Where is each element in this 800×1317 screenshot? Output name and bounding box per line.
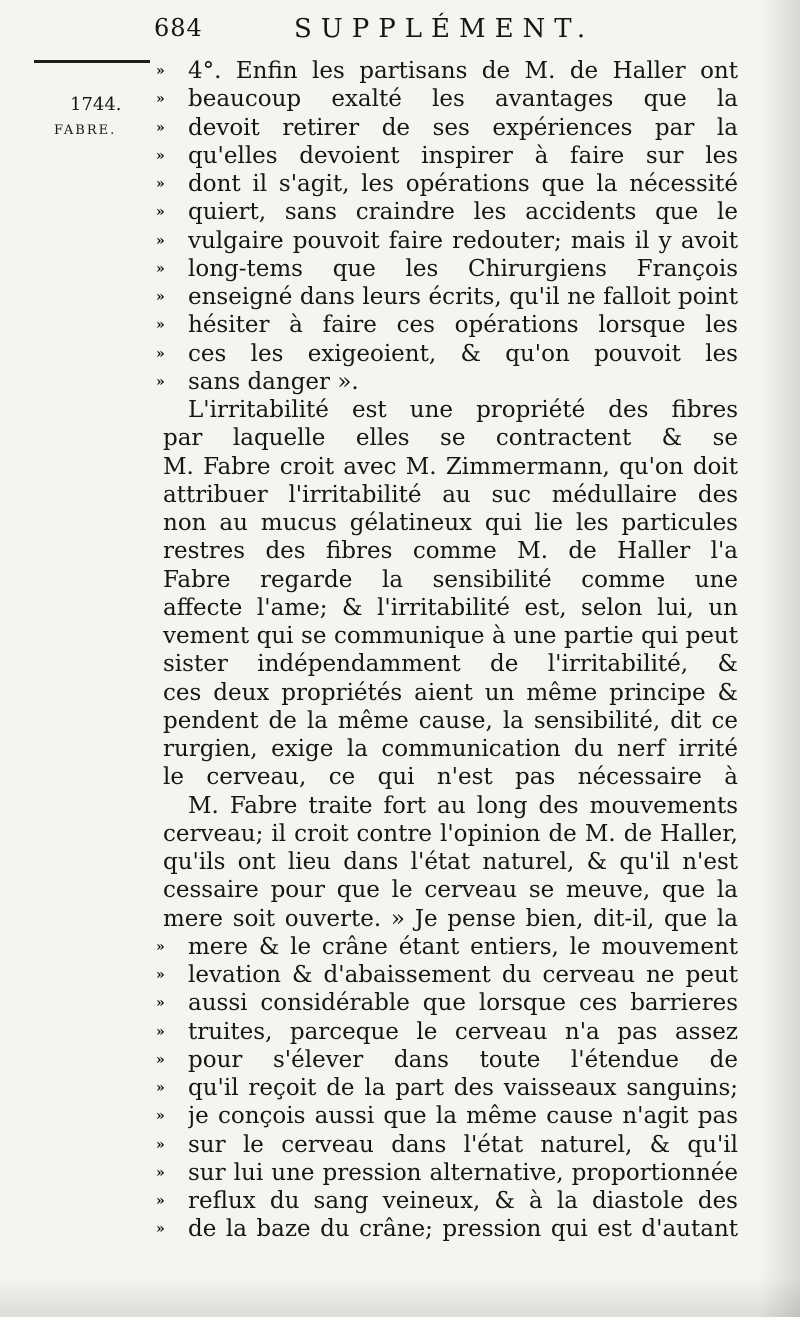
text-line-content: le cerveau, ce qui n'est pas nécessaire à [163, 764, 738, 791]
text-line [0, 650, 800, 678]
text-line [0, 396, 800, 424]
text-line [0, 1046, 800, 1074]
body-text [0, 57, 800, 1244]
text-line [0, 368, 800, 396]
text-line [0, 566, 800, 594]
text-line [0, 170, 800, 198]
text-line-content: long-tems que les Chirurgiens François [188, 255, 738, 282]
quotation-mark: » [156, 289, 165, 305]
quotation-mark: » [156, 232, 165, 249]
text-line [0, 989, 800, 1017]
text-line [0, 594, 800, 622]
text-line-content: sur lui une pression alternative, proportionnée [188, 1159, 738, 1186]
text-line [0, 283, 800, 311]
text-line [0, 227, 800, 255]
quotation-mark: » [156, 63, 165, 79]
text-line [0, 340, 800, 368]
text-line-content: M. Fabre traite fort au long des mouvements [188, 792, 738, 819]
text-line [0, 679, 800, 707]
text-line-content: cerveau; il croit contre l'opinion de M. de Haller, [163, 820, 738, 847]
text-line-content: quiert, sans craindre les accidents que le [188, 199, 738, 226]
text-line [0, 1074, 800, 1102]
text-line-content: attribuer l'irritabilité au suc médullaire des [163, 481, 738, 508]
text-line-content: vulgaire pouvoit faire redouter; mais il y avoit [188, 227, 738, 254]
text-line [0, 1159, 800, 1187]
text-line-content: rurgien, exige la communication du nerf irrité [163, 736, 738, 762]
text-line [0, 1131, 800, 1159]
quotation-mark: » [156, 147, 165, 164]
text-line-content: vement qui se communique à une partie qui peut [163, 623, 738, 649]
text-line [0, 481, 800, 509]
text-line-content: ces deux propriétés aient un même principe & [163, 679, 738, 706]
quotation-mark: » [156, 373, 165, 390]
quotation-mark: » [156, 1051, 165, 1068]
text-line-content: restres des fibres comme M. de Haller l'a [163, 538, 738, 565]
text-line-content: 4°. Enfin les partisans de M. de Haller ont [188, 58, 738, 84]
quotation-mark: » [156, 119, 165, 136]
text-line [0, 876, 800, 904]
text-line [0, 453, 800, 481]
quotation-mark: » [156, 1136, 165, 1153]
page-bottom-shadow [0, 1277, 800, 1317]
text-line-content: pendent de la même cause, la sensibilité, dit ce [163, 707, 738, 734]
quotation-mark: » [156, 204, 165, 221]
text-line [0, 848, 800, 876]
text-line [0, 311, 800, 339]
text-line [0, 142, 800, 170]
quotation-mark: » [156, 91, 165, 108]
quotation-mark: » [156, 938, 165, 955]
text-line-content: Fabre regarde la sensibilité comme une [163, 566, 738, 593]
text-line-content: mere soit ouverte. » Je pense bien, dit-il, que la [163, 905, 738, 932]
quotation-mark: » [156, 967, 165, 983]
text-line-content: qu'il reçoit de la part des vaisseaux sanguins; [188, 1075, 738, 1101]
text-line-content: qu'elles devoient inspirer à faire sur les [188, 142, 738, 169]
text-line [0, 114, 800, 142]
text-line-content: enseigné dans leurs écrits, qu'il ne falloit point [188, 284, 738, 310]
text-line-content: sister indépendamment de l'irritabilité, & [163, 651, 738, 678]
quotation-mark: » [156, 1221, 165, 1238]
quotation-mark: » [156, 1164, 165, 1181]
text-line [0, 707, 800, 735]
text-line [0, 509, 800, 537]
text-line-content: de la baze du crâne; pression qui est d'autant [188, 1216, 738, 1243]
text-line-content: qu'ils ont lieu dans l'état naturel, & qu'il n'est [163, 849, 738, 875]
text-line-content: cessaire pour que le cerveau se meuve, que la [163, 877, 738, 904]
quotation-mark: » [156, 1108, 165, 1125]
text-line-content: L'irritabilité est une propriété des fibres [188, 397, 738, 423]
text-line-content: ces les exigeoient, & qu'on pouvoit les [188, 340, 738, 367]
quotation-mark: » [156, 260, 165, 277]
text-line-content: non au mucus gélatineux qui lie les particules [163, 510, 738, 536]
text-line [0, 1102, 800, 1130]
text-line [0, 763, 800, 791]
text-line-content: levation & d'abaissement du cerveau ne peut [188, 962, 738, 988]
text-line-content: truites, parceque le cerveau n'a pas assez [188, 1018, 738, 1045]
quotation-mark: » [156, 1193, 165, 1209]
text-line [0, 57, 800, 85]
margin-note-year: 1744. [70, 94, 122, 115]
text-line [0, 424, 800, 452]
quotation-mark: » [156, 995, 165, 1012]
margin-note-author: FABRE. [54, 123, 117, 138]
quotation-mark: » [156, 317, 165, 334]
text-line [0, 1187, 800, 1215]
quotation-mark: » [156, 1023, 165, 1040]
text-line [0, 961, 800, 989]
text-line [0, 905, 800, 933]
text-line [0, 792, 800, 820]
quotation-mark: » [156, 176, 165, 192]
quotation-mark: » [156, 1080, 165, 1096]
text-line-content: reflux du sang veineux, & à la diastole des [188, 1188, 738, 1214]
page-edge-shadow [760, 0, 800, 1317]
page-number: 684 [154, 14, 203, 42]
text-line-content: sur le cerveau dans l'état naturel, & qu'il [188, 1131, 738, 1158]
text-line-content: M. Fabre croit avec M. Zimmermann, qu'on doit [163, 453, 738, 480]
text-line [0, 622, 800, 650]
text-line [0, 198, 800, 226]
text-line-content: aussi considérable que lorsque ces barrieres [188, 990, 738, 1017]
text-line-content: pour s'élever dans toute l'étendue de [188, 1046, 738, 1073]
text-line-content: je conçois aussi que la même cause n'agit pas [188, 1103, 738, 1130]
text-line [0, 1215, 800, 1243]
text-line-content: hésiter à faire ces opérations lorsque les [188, 312, 738, 339]
text-line [0, 255, 800, 283]
text-line [0, 1018, 800, 1046]
text-line-content: devoit retirer de ses expériences par la [188, 114, 738, 141]
text-line-content: sans danger ». [188, 368, 359, 395]
text-line [0, 735, 800, 763]
text-line-content: affecte l'ame; & l'irritabilité est, selon lui, un [163, 594, 738, 621]
text-line-content: mere & le crâne étant entiers, le mouvement [188, 933, 738, 960]
text-line [0, 85, 800, 113]
text-line [0, 820, 800, 848]
running-head: SUPPLÉMENT. [294, 14, 595, 44]
text-line-content: beaucoup exalté les avantages que la [188, 86, 738, 113]
text-line-content: dont il s'agit, les opérations que la nécessité [188, 171, 738, 197]
quotation-mark: » [156, 345, 165, 362]
text-line [0, 537, 800, 565]
text-line-content: par laquelle elles se contractent & se [163, 425, 738, 452]
text-line [0, 933, 800, 961]
